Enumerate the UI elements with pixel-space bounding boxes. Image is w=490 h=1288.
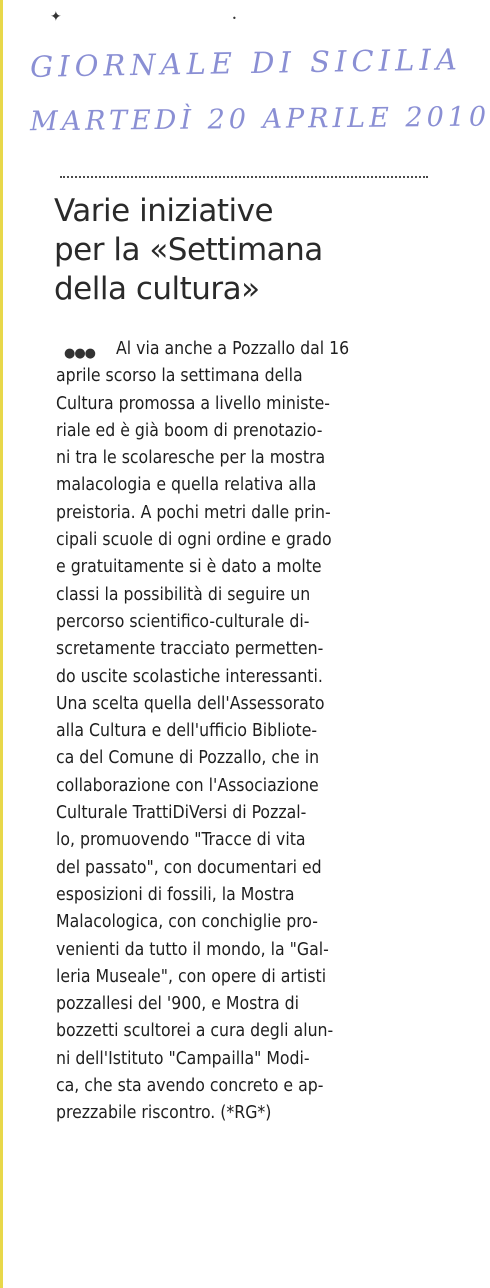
body-line: venienti da tutto il mondo, la "Gal- (56, 939, 329, 960)
body-line: riale ed è già boom di prenotazio- (56, 420, 323, 441)
body-line: classi la possibilità di seguire un (56, 584, 311, 605)
body-line: ca del Comune di Pozzallo, che in (56, 748, 320, 769)
body-line: Una scelta quella dell'Assessorato (56, 693, 325, 714)
body-line: malacologia e quella relativa alla (56, 475, 317, 496)
body-line: Cultura promossa a livello ministe- (56, 393, 330, 414)
body-line: ca, che sta avendo concreto e ap- (56, 1076, 324, 1097)
body-line: preistoria. A pochi metri dalle prin- (56, 502, 331, 523)
body-line: aprile scorso la settimana della (56, 366, 303, 387)
body-line: cipali scuole di ogni ordine e grado (56, 530, 332, 551)
scan-speck: ✦ (50, 9, 62, 25)
body-line: percorso scientifico-culturale di- (56, 611, 310, 632)
body-line: alla Cultura e dell'ufficio Bibliote- (56, 721, 318, 742)
handwritten-newspaper-name: GIORNALE DI SICILIA (29, 42, 463, 84)
body-line: ni tra le scolaresche per la mostra (56, 448, 326, 469)
body-line: leria Museale", con opere di artisti (56, 966, 327, 987)
newspaper-clipping (46, 170, 432, 1124)
body-line: do uscite scolastiche interessanti. (56, 666, 323, 687)
body-line: Culturale TrattiDiVersi di Pozzal- (56, 803, 307, 824)
body-line: Al via anche a Pozzallo dal 16 (116, 339, 350, 359)
scan-speck: • (232, 14, 237, 23)
body-line: scretamente tracciato permetten- (56, 639, 324, 660)
body-line: Malacologica, con conchiglie pro- (56, 912, 318, 933)
body-line: esposizioni di fossili, la Mostra (56, 884, 295, 905)
article-body (56, 336, 428, 1128)
headline-line: della cultura» (54, 271, 260, 307)
headline-line: per la «Settimana (54, 232, 323, 268)
body-line: pozzallesi del '900, e Mostra di (56, 994, 300, 1015)
body-line: collaborazione con l'Associazione (56, 775, 319, 796)
scan-edge (0, 0, 3, 1288)
body-line: prezzabile riscontro. (*RG*) (56, 1103, 272, 1124)
lead-bullets: ●●● (64, 346, 96, 361)
headline-line: Varie iniziative (54, 193, 274, 229)
article-headline (54, 192, 414, 309)
body-line: lo, promuovendo "Tracce di vita (56, 830, 306, 851)
dotted-divider (60, 176, 428, 178)
body-line: bozzetti scultorei a cura degli alun- (56, 1021, 334, 1042)
body-line: ni dell'Istituto "Campailla" Modi- (56, 1048, 310, 1069)
body-line: e gratuitamente si è dato a molte (56, 557, 322, 578)
body-line: del passato", con documentari ed (56, 857, 322, 878)
handwritten-date: MARTEDÌ 20 APRILE 2010 (29, 101, 490, 138)
